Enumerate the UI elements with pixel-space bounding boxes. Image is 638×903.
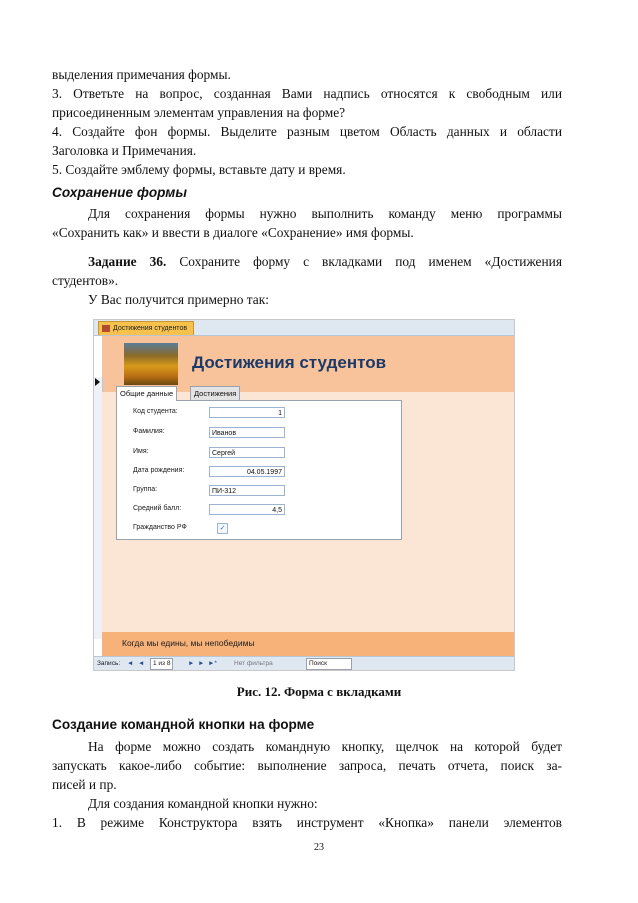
new-record-button[interactable]: ►* [208, 660, 217, 667]
paragraph-line: «Сохранить как» и ввести в диалоге «Сохранение» имя формы. [52, 225, 414, 240]
paragraph-line: Для сохранения формы нужно выполнить команду меню программы [88, 206, 562, 221]
form-title: Достижения студентов [192, 353, 387, 372]
tab-general-data[interactable]: Общие данные [116, 386, 177, 401]
last-record-button[interactable]: ► [198, 660, 205, 667]
name-field[interactable]: Сергей [209, 447, 285, 458]
field-label: Код студента: [133, 408, 178, 415]
paragraph-line: писей и пр. [52, 777, 117, 792]
field-label: Средний балл: [133, 505, 182, 512]
student-id-field[interactable]: 1 [209, 407, 285, 418]
citizenship-checkbox[interactable]: ✓ [217, 523, 228, 534]
first-record-button[interactable]: ◄ [127, 660, 134, 667]
text-line: 5. Создайте эмблему формы, вставьте дату и время. [52, 162, 346, 177]
text-line: 4. Создайте фон формы. Выделите разным цветом Область данных и области [52, 124, 562, 139]
page-number: 23 [314, 842, 324, 853]
form-detail [102, 389, 514, 632]
text-line: 3. Ответьте на вопрос, созданная Вами надпись относятся к свободным или [52, 86, 562, 101]
tab-page [116, 400, 402, 540]
field-label: Группа: [133, 486, 158, 493]
section-heading: Сохранение формы [52, 185, 187, 200]
field-label: Гражданство РФ [133, 524, 187, 531]
task-label: Задание 36. [88, 254, 167, 269]
search-box[interactable]: Поиск [306, 658, 352, 670]
filter-indicator[interactable]: Нет фильтра [234, 660, 273, 667]
figure-caption: Рис. 12. Форма с вкладками [236, 684, 402, 699]
average-score-field[interactable]: 4,5 [209, 504, 285, 515]
field-label: Дата рождения: [133, 467, 185, 474]
footer-text: Когда мы едины, мы непобедимы [122, 638, 255, 648]
surname-field[interactable]: Иванов [209, 427, 285, 438]
task-line-2: студентов». [52, 273, 119, 288]
paragraph-line: На форме можно создать командную кнопку, щелчок на которой будет [88, 739, 562, 754]
field-label: Имя: [133, 448, 149, 455]
document-tab-bar [94, 320, 514, 336]
paragraph-line: У Вас получится примерно так: [88, 292, 269, 307]
current-record-arrow-icon [95, 378, 100, 386]
text-line: присоединенным элементам управления на форме? [52, 105, 346, 120]
form-icon [102, 325, 110, 332]
record-label: Запись: [97, 660, 121, 667]
text-line: выделения примечания формы. [52, 67, 231, 82]
task-line [52, 252, 562, 271]
previous-record-button[interactable]: ◄ [138, 660, 145, 667]
record-navigation-bar [94, 656, 514, 671]
field-label: Фамилия: [133, 428, 165, 435]
paragraph-line: Для создания командной кнопки нужно: [88, 796, 318, 811]
form-logo-image [124, 343, 178, 385]
record-position-field[interactable]: 1 из 8 [150, 658, 173, 670]
form-header [102, 336, 514, 392]
tab-achievements[interactable]: Достижения [190, 386, 240, 400]
text-line: Заголовка и Примечания. [52, 143, 197, 158]
next-record-button[interactable]: ► [188, 660, 195, 667]
group-field[interactable]: ПИ-312 [209, 485, 285, 496]
form-footer [102, 632, 514, 656]
paragraph-line: 1. В режиме Конструктора взять инструмент «Кнопка» панели элементов [52, 815, 562, 830]
document-tab[interactable]: Достижения студентов [98, 321, 194, 335]
form-screenshot [93, 319, 515, 671]
paragraph-line: запускать какое-либо событие: выполнение запроса, печать отчета, поиск за- [52, 758, 562, 773]
section-heading: Создание командной кнопки на форме [52, 717, 315, 732]
task-text: Сохраните форму с вкладками под именем «Достижения [166, 254, 562, 269]
birth-date-field[interactable]: 04.05.1997 [209, 466, 285, 477]
